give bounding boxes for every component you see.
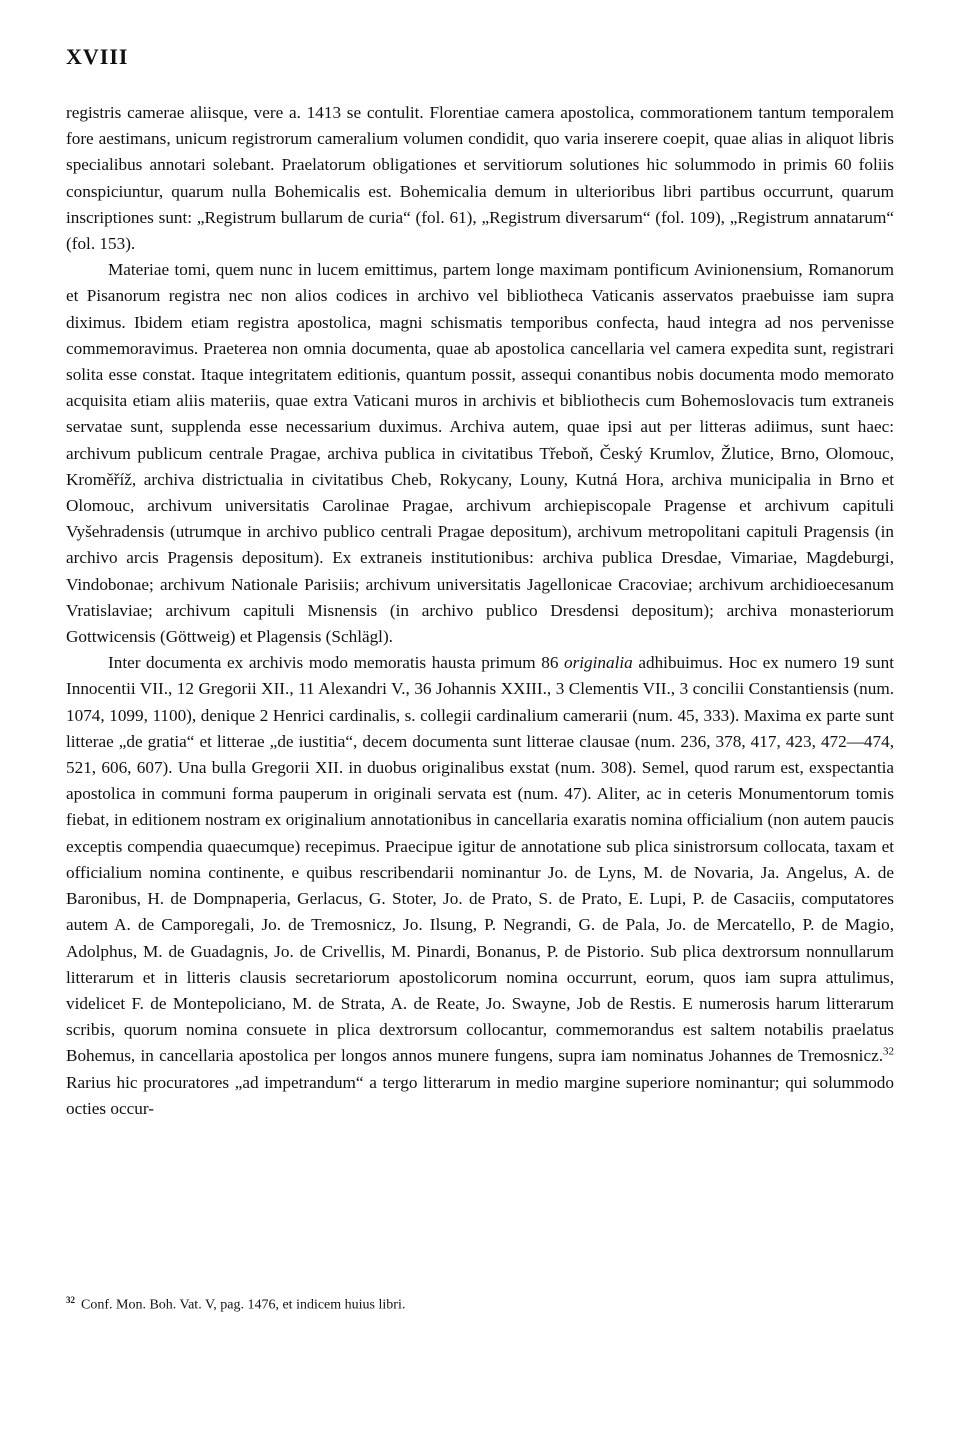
footnote-mark: 32 <box>66 1295 75 1305</box>
paragraph-2: Materiae tomi, quem nunc in lucem emittimus, partem longe maximam pontificum Avinionensium, Romanorum et Pisanorum registra nec non alios codices in archivo vel bibliotheca Vaticanis asservatos praebuisse iam supra diximus. Ibidem etiam registra apostolica, magni schismatis temporibus confecta, haud integra ad nos pervenisse commemoravimus. Praeterea non omnia documenta, quae ab apostolica cancellaria vel camera expedita sunt, registrari solita esse constat. Itaque integritatem editionis, quantum possit, assequi conantibus nobis documenta modo memorato acquisita etiam aliis materiis, quae extra Vaticani muros in archivis et bibliothecis cum Bohemoslovacis tum extraneis servatae sunt, supplenda esse necessarium duximus. Archiva autem, quae ipsi aut per litteras adiimus, sunt haec: archivum publicum centrale Pragae, archiva publica in civitatibus Třeboň, Český Krumlov, Žlutice, Brno, Olomouc, Kroměříž, archiva districtualia in civitatibus Cheb, Rokycany, Louny, Kutná Hora, archiva municipalia in Brno et Olomouc, archivum universitatis Carolinae Pragae, archivum archiepiscopale Pragense et archivum capituli Vyšehradensis (utrumque in archivo publico centrali Pragae depositum), archivum metropolitani capituli Pragensis (in archivo arcis Pragensis depositum). Ex extraneis institutionibus: archiva publica Dresdae, Vimariae, Magdeburgi, Vindobonae; archivum Nationale Parisiis; archivum universitatis Jagellonicae Cracoviae; archivum archidioecesanum Vratislaviae; archivum capituli Misnensis (in archivo publico Dresdensi depositum); archiva monasteriorum Gottwicensis (Göttweig) et Plagensis (Schlägl). <box>66 260 894 647</box>
paragraph-3-text-b: adhibuimus. Hoc ex numero 19 sunt Innocentii VII., 12 Gregorii XII., 11 Alexandri V., 36 Johannis XXIII., 3 Clementis VII., 3 concilii Constantiensis (num. 1074, 1099, 1100), denique 2 Henrici cardinalis, s. collegii cardinalium camerarii (num. 45, 333). Maxima ex parte sunt litterae „de gratia“ et litterae „de iustitia“, decem documenta sunt litterae clausae (num. 236, 378, 417, 423, 472—474, 521, 606, 607). Una bulla Gregorii XII. in duobus originalibus exstat (num. 308). Semel, quod rarum est, exspectantia apostolica in communi forma pauperum in originali servata est (num. 47). Aliter, ac in ceteris Monumentorum tomis fiebat, in editionem nostram ex originalium annotationibus in cancellaria exaratis nomina officialium (non autem paucis exceptis compendia quaecumque) recepimus. Praecipue igitur de annotatione sub plica sinistrorsum collocata, taxam et officialium nomina continente, e quibus rescribendarii nominantur Jo. de Lyns, M. de Novaria, Ja. Angelus, A. de Baronibus, H. de Dompnaperia, Gerlacus, G. Stoter, Jo. de Prato, S. de Prato, E. Lupi, P. de Casaciis, computatores autem A. de Camporegali, Jo. de Tremosnicz, Jo. Ilsung, P. Negrandi, G. de Pala, Jo. de Mercatello, P. de Magio, Adolphus, M. de Guadagnis, Jo. de Crivellis, M. Pinardi, Bonanus, P. de Pistorio. Sub plica dextrorsum nonnullarum litterarum et in litteris clausis secretariorum apostolicorum nomina occurrunt, eorum, quos iam supra attulimus, videlicet F. de Montepoliciano, M. de Strata, A. de Reate, Jo. Swayne, Job de Restis. E numerosis harum litterarum scribis, quorum nomina consuete in plica dextrorsum collocantur, commemorandus est saltem notabilis praelatus Bohemus, in cancellaria apostolica per longos annos munere fungens, supra iam nominatus Johannes de Tremosnicz. <box>66 653 894 1066</box>
page-number: XVIII <box>66 44 129 69</box>
footnote <box>66 1290 894 1316</box>
paragraph-3-text-a: Inter documenta ex archivis modo memoratis hausta primum 86 <box>108 653 564 673</box>
footnote-text: Conf. Mon. Boh. Vat. V, pag. 1476, et indicem huius libri. <box>81 1297 406 1313</box>
body-text <box>66 100 894 1122</box>
paragraph-3-text-c: Rarius hic procuratores „ad impetrandum“ a tergo litterarum in medio margine superiore nominantur; qui solummodo octies occur- <box>66 1072 894 1118</box>
paragraph-1: registris camerae aliisque, vere a. 1413 se contulit. Florentiae camera apostolica, commorationem tantum temporalem fore aestimans, unicum registrorum cameralium volumen condidit, quo varia inserere coepit, quae alias in aliquot libris specialibus annotari solebant. Praelatorum obligationes et servitiorum solutiones hic solummodo in primis 60 foliis conspiciuntur, quarum nulla Bohemicalis est. Bohemicalia demum in ulterioribus libri partibus occurrunt, quarum inscriptiones sunt: „Registrum bullarum de curia“ (fol. 61), „Registrum diversarum“ (fol. 109), „Registrum annatarum“ (fol. 153). <box>66 103 894 254</box>
italic-originalia: originalia <box>564 653 633 673</box>
paragraph-3 <box>66 650 894 1122</box>
footnote-reference: 32 <box>883 1045 894 1058</box>
